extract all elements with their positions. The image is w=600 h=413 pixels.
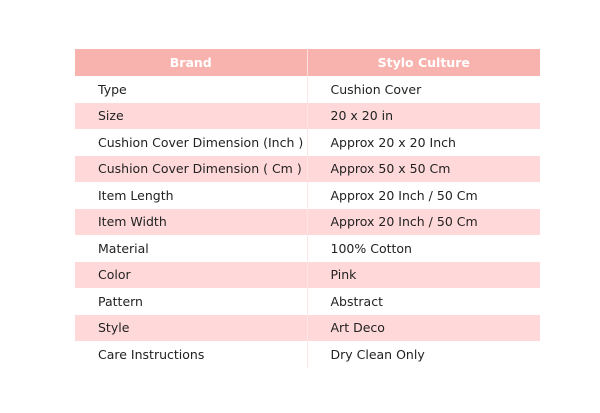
- table-row: [75, 235, 540, 262]
- table-row: [75, 129, 540, 156]
- spec-value: Approx 50 x 50 Cm: [307, 156, 540, 183]
- spec-label: Cushion Cover Dimension ( Cm ): [75, 156, 307, 183]
- spec-value: Art Deco: [307, 315, 540, 342]
- product-spec-table: [75, 49, 540, 368]
- spec-label: Item Width: [75, 209, 307, 236]
- spec-label: Type: [75, 76, 307, 103]
- table-row: [75, 315, 540, 342]
- header-brand-label: Brand: [75, 49, 307, 76]
- table-row: [75, 262, 540, 289]
- table-row: [75, 341, 540, 368]
- spec-label: Color: [75, 262, 307, 289]
- table-row: [75, 182, 540, 209]
- header-brand-value: Stylo Culture: [307, 49, 540, 76]
- spec-value: Approx 20 Inch / 50 Cm: [307, 182, 540, 209]
- spec-label: Item Length: [75, 182, 307, 209]
- spec-label: Material: [75, 235, 307, 262]
- table-header-row: [75, 49, 540, 76]
- table-row: [75, 156, 540, 183]
- spec-value: Approx 20 Inch / 50 Cm: [307, 209, 540, 236]
- spec-label: Cushion Cover Dimension (Inch ): [75, 129, 307, 156]
- spec-label: Pattern: [75, 288, 307, 315]
- table-row: [75, 209, 540, 236]
- spec-value: Cushion Cover: [307, 76, 540, 103]
- spec-label: Size: [75, 103, 307, 130]
- table-row: [75, 76, 540, 103]
- spec-value: 100% Cotton: [307, 235, 540, 262]
- spec-label: Style: [75, 315, 307, 342]
- spec-label: Care Instructions: [75, 341, 307, 368]
- spec-value: Abstract: [307, 288, 540, 315]
- spec-value: Pink: [307, 262, 540, 289]
- table-row: [75, 103, 540, 130]
- spec-value: 20 x 20 in: [307, 103, 540, 130]
- table-row: [75, 288, 540, 315]
- spec-value: Approx 20 x 20 Inch: [307, 129, 540, 156]
- spec-value: Dry Clean Only: [307, 341, 540, 368]
